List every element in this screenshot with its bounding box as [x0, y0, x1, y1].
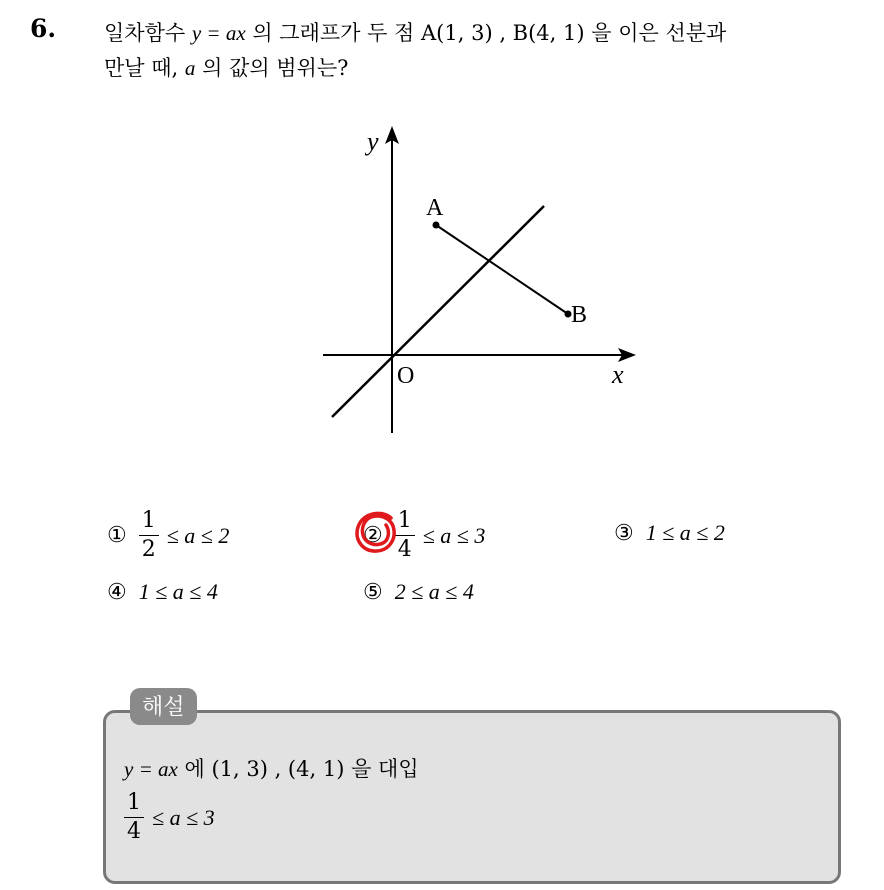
choice-3[interactable] [614, 520, 725, 546]
choice-text: 2 ≤ a ≤ 4 [394, 579, 474, 604]
fraction-denominator: 4 [397, 537, 412, 562]
question-text [104, 16, 874, 86]
choice-4[interactable] [107, 579, 218, 605]
solution-line-1 [124, 753, 419, 783]
choice-5[interactable] [363, 579, 474, 605]
x-axis-label: x [612, 360, 624, 389]
coordinate-graph [300, 115, 650, 445]
fraction-numerator: 1 [124, 792, 144, 818]
segment-ab [436, 225, 568, 314]
point-a-label: A [426, 195, 444, 221]
question-text-part: 일차함수 [104, 21, 192, 45]
choice-text: 1 ≤ a ≤ 4 [138, 579, 218, 604]
question-text-part: 의 그래프가 두 점 A(1, 3) , B(4, 1) 을 이은 선분과 [245, 21, 727, 45]
solution-equation: y = ax [124, 757, 178, 781]
fraction [139, 510, 159, 561]
choice-number: ② [363, 523, 383, 548]
choice-text: 1 ≤ a ≤ 2 [645, 520, 725, 545]
choice-number: ⑤ [363, 579, 383, 605]
solution-text: 에 (1, 3) , (4, 1) 을 대입 [177, 757, 419, 781]
question-text-part: 의 값의 범위는? [195, 56, 349, 80]
solution-answer [124, 792, 215, 843]
choice-text: ≤ a ≤ 3 [422, 522, 486, 548]
y-axis-label: y [367, 127, 379, 156]
choice-number: ③ [614, 520, 634, 546]
fraction-denominator: 2 [141, 537, 156, 562]
solution-tag: 해설 [130, 688, 197, 725]
origin-label: O [397, 363, 415, 389]
solution-answer-text: ≤ a ≤ 3 [152, 804, 215, 830]
question-number: 6. [30, 14, 57, 43]
fraction [124, 792, 144, 843]
fraction-numerator: 1 [139, 510, 159, 536]
question-text-part: 만날 때, [104, 56, 185, 80]
line-y-equals-ax [332, 206, 544, 417]
choice-text: ≤ a ≤ 2 [166, 522, 230, 548]
choice-1[interactable] [107, 510, 229, 561]
equation: y = ax [191, 21, 246, 45]
point-a [433, 222, 440, 229]
fraction-denominator: 4 [127, 819, 141, 844]
answer-circle-mark [353, 509, 399, 555]
fraction-numerator: 1 [395, 510, 415, 536]
choice-number: ④ [107, 579, 127, 605]
variable-a: a [184, 56, 196, 80]
choice-number: ① [107, 523, 127, 548]
point-b-label: B [571, 302, 588, 328]
